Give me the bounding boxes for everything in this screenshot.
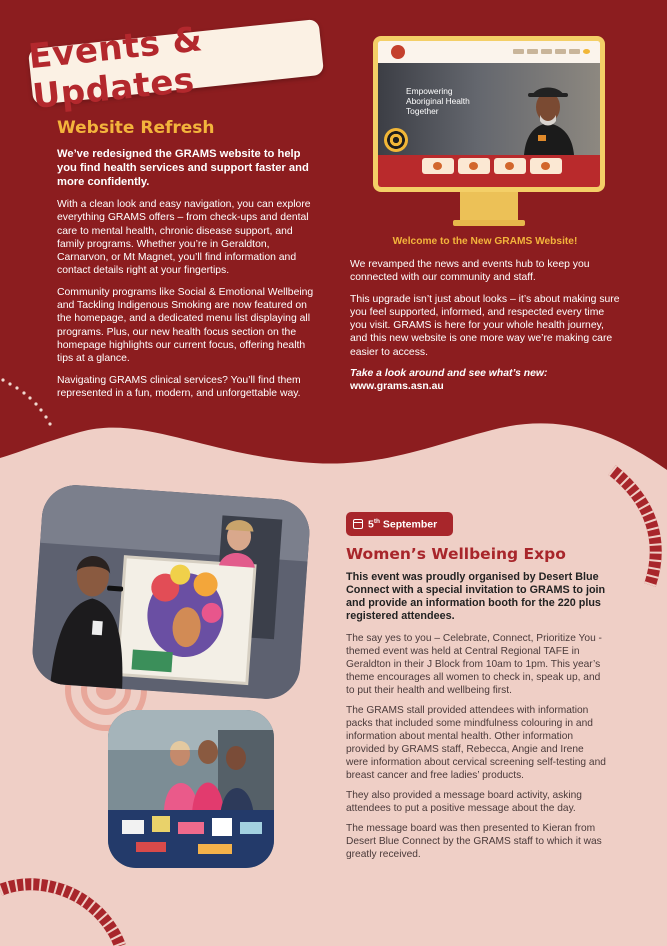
expo-paragraph: They also provided a message board activity, asking attendees to put a positive message about the day.: [346, 790, 582, 814]
banner-title: Events & Updates: [26, 19, 205, 118]
screen-nav-bar: [378, 41, 600, 63]
website-right-column: [350, 236, 620, 394]
website-refresh-lead: We’ve redesigned the GRAMS website to help you find health services and support faster and more confidently.: [57, 148, 309, 188]
website-refresh-column: [57, 118, 319, 408]
service-card: [530, 158, 562, 174]
service-card: [458, 158, 490, 174]
website-paragraph: Navigating GRAMS clinical services? You’ll find them represented in a fun, modern, and unforgettable way.: [57, 374, 301, 399]
calendar-icon: [353, 519, 363, 529]
expo-paragraph: The GRAMS stall provided attendees with information packs that included some mindfulness colouring in and information about mental health. Other information provided by GRAMS staff, Rebecca, Angie and Irene were information about cervical screening self-testing and breast cancer and free ladies’ products.: [346, 705, 606, 781]
website-refresh-heading: Website Refresh: [57, 118, 215, 138]
monitor-screen: [378, 41, 600, 187]
person-photo-icon: [516, 71, 580, 155]
expo-painting-photo: [30, 483, 311, 701]
event-date-badge: [346, 512, 453, 536]
website-paragraph: Community programs like Social & Emotional Wellbeing and Tackling Indigenous Smoking are now featured on the homepage, and a dedicated menu list displaying all programs. Plus, our new health focus section on the homepage highlights our current focus, offering health tips at a glance.: [57, 286, 314, 365]
screen-nav-menu: [513, 49, 590, 54]
expo-lead: This event was proudly organised by Desert Blue Connect with a special invitation to GRAMS to join and provide an information booth for the 220 plus registered attendees.: [346, 571, 606, 622]
monitor-stand: [460, 192, 518, 220]
website-monitor-mockup: [373, 36, 605, 226]
welcome-caption: Welcome to the New GRAMS Website!: [392, 236, 578, 247]
screen-hero-title: Empowering Aboriginal Health Together: [406, 86, 470, 116]
expo-paragraph: The say yes to you – Celebrate, Connect, Prioritize You - themed event was held at Central Regional TAFE in Geraldton in their J Block from 10am to 1pm. This year’s theme encourages all women to check in, speak up, and to put their health and wellbeing first.: [346, 633, 602, 696]
cta-text: Take a look around and see what’s new:: [350, 368, 548, 380]
target-circle-icon: [384, 128, 408, 152]
website-right-paragraph: This upgrade isn’t just about looks – it’s about making sure you feel supported, informed, and respected every time you visit. GRAMS is here for your whole health journey, and this new website is one more way we’re making care easier to access.: [350, 293, 620, 358]
expo-column: [346, 545, 608, 868]
grams-stall-photo: [108, 710, 274, 868]
website-paragraph: With a clean look and easy navigation, you can explore everything GRAMS offers – from check-ups and dental care to mental health, chronic disease support, and family programs. Whether you’re in Geraldton, Carnarvon, or Mt Magnet, you’ll find information and contact details right at your fingertips.: [57, 199, 311, 277]
website-url-link[interactable]: www.grams.asn.au: [350, 381, 444, 393]
monitor-base: [453, 220, 525, 226]
event-date-text: 5th September: [368, 517, 438, 531]
grams-logo-icon: [391, 45, 405, 59]
expo-heading: Women’s Wellbeing Expo: [346, 545, 566, 563]
service-card: [422, 158, 454, 174]
service-card: [494, 158, 526, 174]
website-right-paragraph: We revamped the news and events hub to keep you connected with our community and staff.: [350, 259, 590, 284]
expo-paragraph: The message board was then presented to Kieran from Desert Blue Connect by the GRAMS staff to which it was greatly received.: [346, 823, 602, 860]
